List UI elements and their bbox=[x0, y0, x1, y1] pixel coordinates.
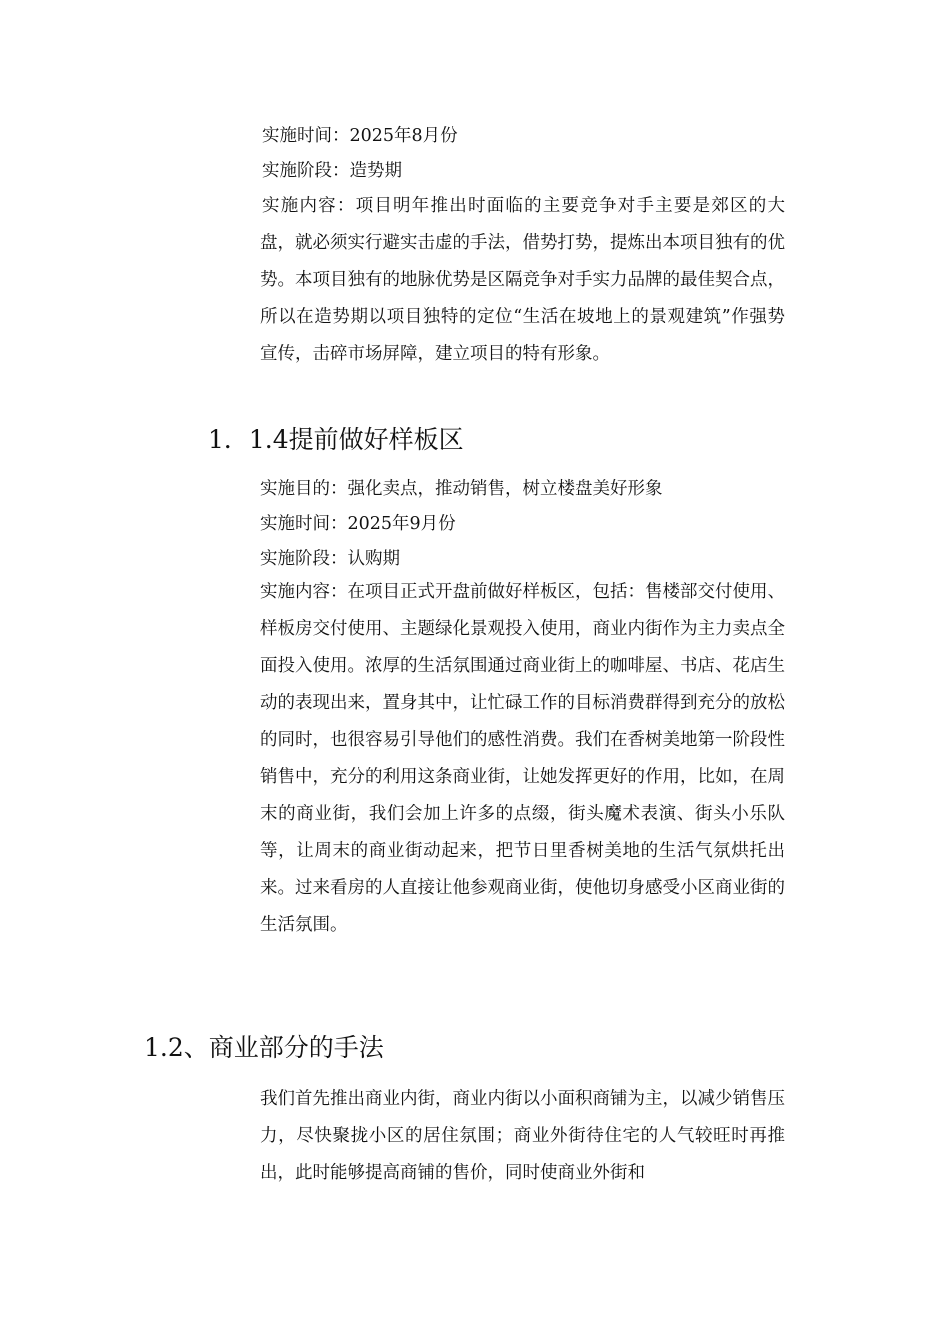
heading-sample-area: 1．1.4提前做好样板区 bbox=[208, 425, 464, 454]
implementation-time-2: 实施时间：2025年9月份 bbox=[260, 514, 456, 534]
heading-commercial-approach: 1.2、商业部分的手法 bbox=[144, 1033, 384, 1062]
implementation-content-1: 实施内容：项目明年推出时面临的主要竞争对手主要是郊区的大盘，就必须实行避实击虚的手法，借势打势，提炼出本项目独有的优势。本项目独有的地脉优势是区隔竞争对手实力品牌的最佳契合点，所以在造势期以项目独特的定位“生活在坡地上的景观建筑”作强势宣传，击碎市场屏障，建立项目的特有形象。 bbox=[260, 196, 785, 364]
implementation-content-2: 实施内容：在项目正式开盘前做好样板区，包括：售楼部交付使用、样板房交付使用、主题绿化景观投入使用，商业内街作为主力卖点全面投入使用。浓厚的生活氛围通过商业街上的咖啡屋、书店、花店生动的表现出来，置身其中，让忙碌工作的目标消费群得到充分的放松的同时，也很容易引导他们的感性消费。我们在香树美地第一阶段性销售中，充分的利用这条商业街，让她发挥更好的作用，比如，在周末的商业街，我们会加上许多的点缀，街头魔术表演、街头小乐队等，让周末的商业街动起来，把节日里香树美地的生活气氛烘托出来。过来看房的人直接让他参观商业街，使他切身感受小区商业街的生活氛围。 bbox=[260, 582, 785, 935]
implementation-stage-2: 实施阶段：认购期 bbox=[260, 549, 400, 569]
implementation-time-1: 实施时间：2025年8月份 bbox=[262, 126, 458, 146]
commercial-content: 我们首先推出商业内街，商业内街以小面积商铺为主，以减少销售压力，尽快聚拢小区的居住氛围；商业外街待住宅的人气较旺时再推出，此时能够提高商铺的售价，同时使商业外街和 bbox=[260, 1089, 785, 1183]
implementation-stage-1: 实施阶段：造势期 bbox=[262, 161, 402, 181]
implementation-purpose-2: 实施目的：强化卖点，推动销售，树立楼盘美好形象 bbox=[260, 479, 663, 499]
